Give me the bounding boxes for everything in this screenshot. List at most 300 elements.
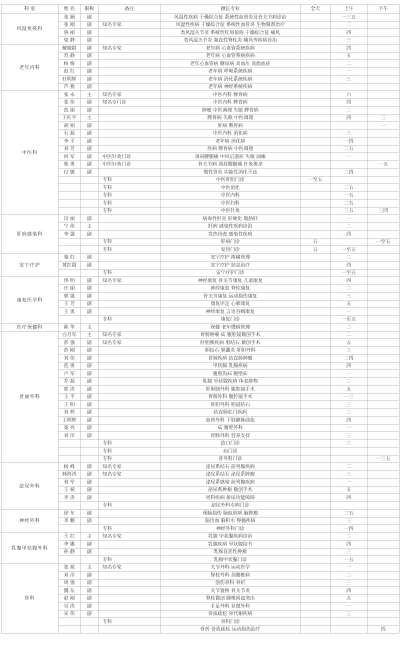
doctor-note [98,416,160,424]
doctor-name [58,269,80,277]
schedule-am: 四 [330,230,367,238]
doctor-specialty: 中医针灸 [160,207,300,215]
schedule-allday [300,455,330,463]
doctor-name: 王 红 [58,533,80,541]
schedule-row [1,316,399,324]
doctor-title: 副 [80,540,98,548]
schedule-row [1,502,399,510]
doctor-name: 郭 涛 [58,385,80,393]
doctor-name: 白月军 [58,331,80,339]
schedule-pm [367,463,399,471]
doctor-name [58,238,80,246]
schedule-row [1,447,399,455]
schedule-allday [300,393,330,401]
schedule-pm [367,548,399,556]
schedule-allday [300,13,330,21]
doctor-title [80,525,98,533]
schedule-am [330,176,367,184]
schedule-allday [300,114,330,122]
schedule-row [1,114,399,122]
doctor-specialty: 保健 老年慢病管理 [160,323,300,331]
doctor-title: 副 [80,261,98,269]
doctor-note [98,83,160,91]
doctor-title: 主 [80,223,98,231]
schedule-pm [367,292,399,300]
schedule-allday [300,440,330,448]
doctor-note [98,602,160,610]
doctor-name: 宋 伟 [58,610,80,618]
doctor-name: 吴 涛 [58,602,80,610]
schedule-row [1,385,399,393]
schedule-allday [300,502,330,510]
schedule-allday [300,347,330,355]
doctor-note: 专科 [98,184,160,192]
schedule-row [1,122,399,130]
schedule-am: 三 [330,432,367,440]
doctor-name: 戴晓群 [58,44,80,52]
doctor-specialty: 安宁疗护 姑息治疗 [160,261,300,269]
schedule-pm [367,618,399,626]
doctor-note: 知名专门诊 [98,99,160,107]
schedule-allday [300,478,330,486]
schedule-table [1,4,400,634]
schedule-pm [367,261,399,269]
schedule-row [1,463,399,471]
schedule-row [1,137,399,145]
schedule-row [1,610,399,618]
doctor-note [98,362,160,370]
doctor-specialty: 风湿性疾病 干燥综合征 系统性血管炎 生物制剂治疗 [160,21,300,29]
schedule-row [1,13,399,21]
doctor-specialty: 男科疾病 排尿功能障碍 [160,494,300,502]
doctor-name [58,525,80,533]
doctor-specialty: 老年心血管病 糖尿病 高血压 高脂血症 [160,60,300,68]
schedule-pm [367,478,399,486]
schedule-row [1,517,399,525]
schedule-pm [367,564,399,572]
doctor-specialty: 骨关节病 颈肩腰腿痛 针灸推拿 [160,161,300,169]
doctor-note [98,579,160,587]
doctor-note [98,60,160,68]
schedule-am: 二四 [330,168,367,176]
doctor-specialty: 结直肠肛门疾病 [160,409,300,417]
schedule-pm [367,533,399,541]
schedule-am: 四 [330,416,367,424]
schedule-row [1,75,399,83]
schedule-allday [300,153,330,161]
doctor-specialty: 肝病 脾胃病 [160,122,300,130]
doctor-name: 付 敏 [58,168,80,176]
doctor-specialty: 腹股沟疝 腹壁疝 [160,370,300,378]
schedule-allday [300,145,330,153]
schedule-am: 二 [330,285,367,293]
doctor-note [98,354,160,362]
schedule-am: 二 [330,463,367,471]
schedule-am: 一至五 [330,246,367,254]
schedule-pm [367,409,399,417]
doctor-title: 副 [80,130,98,138]
doctor-note: 知名专家 [98,91,160,99]
doctor-title: 副 [80,29,98,37]
schedule-allday [300,106,330,114]
doctor-note: 知名专家 [98,463,160,471]
schedule-am [330,238,367,246]
schedule-row [1,91,399,99]
doctor-title: 副 [80,215,98,223]
schedule-pm [367,447,399,455]
schedule-row [1,184,399,192]
schedule-pm: 一三五 [367,455,399,463]
schedule-row [1,509,399,517]
doctor-specialty: 普外科门诊 [160,455,300,463]
schedule-row [1,556,399,564]
schedule-allday [300,416,330,424]
schedule-allday [300,75,330,83]
department-name: 安宁疗护 [1,254,58,277]
schedule-row [1,176,399,184]
schedule-allday [300,517,330,525]
schedule-am: 三 [330,75,367,83]
schedule-row [1,339,399,347]
schedule-pm [367,416,399,424]
table-header [1,4,399,13]
schedule-row [1,29,399,37]
doctor-specialty: 泌尿系感染 前列腺疾病 [160,478,300,486]
doctor-specialty: 安宁疗护门诊 [160,269,300,277]
doctor-note [98,409,160,417]
doctor-specialty: 肝病 感染性疾病诊治 [160,223,300,231]
schedule-am: 二 [330,21,367,29]
schedule-allday [300,223,330,231]
schedule-row [1,223,399,231]
doctor-note: 中医针灸门诊 [98,153,160,161]
schedule-am: 四 [330,362,367,370]
doctor-name: 庄 丽 [58,285,80,293]
schedule-am: 二五 [330,509,367,517]
schedule-am: 一三 [330,393,367,401]
doctor-specialty: 肿瘤 中医调理 失眠 脾胃病 [160,106,300,114]
doctor-specialty: 骨质疏松 骨代谢疾病 [160,610,300,618]
schedule-pm [367,347,399,355]
doctor-specialty: 老年病 消化病 [160,137,300,145]
doctor-title: 副 [80,21,98,29]
schedule-allday [300,595,330,603]
schedule-pm [367,370,399,378]
doctor-title: 副 [80,579,98,587]
doctor-title: 副 [80,385,98,393]
doctor-name: 胡 娟 [58,122,80,130]
doctor-name: 周 强 [58,579,80,587]
header-specialty: 擅长专业 [160,4,300,13]
doctor-name [58,176,80,184]
doctor-title: 副 [80,378,98,386]
schedule-row [1,130,399,138]
schedule-allday [300,533,330,541]
doctor-name: 李 鹏 [58,517,80,525]
doctor-title: 副 [80,517,98,525]
schedule-row [1,486,399,494]
schedule-am: 三 [330,517,367,525]
doctor-note: 专科 [98,440,160,448]
doctor-note [98,347,160,355]
schedule-row [1,277,399,285]
doctor-note: 知名专家 [98,533,160,541]
schedule-allday [300,331,330,339]
schedule-pm [367,354,399,362]
schedule-am: 一 [330,370,367,378]
header-note: 备注 [98,4,160,13]
schedule-row [1,533,399,541]
schedule-pm [367,13,399,21]
doctor-title [80,447,98,455]
schedule-am: 四 [330,277,367,285]
doctor-title: 副 [80,277,98,285]
schedule-allday [300,571,330,579]
doctor-title: 副 [80,292,98,300]
schedule-pm [367,37,399,45]
schedule-allday [300,494,330,502]
schedule-pm [367,137,399,145]
doctor-title: 副 [80,75,98,83]
schedule-pm [367,44,399,52]
schedule-row [1,471,399,479]
doctor-specialty: 泌尿系结石 泌尿系肿瘤 [160,471,300,479]
doctor-name: 李 强 [58,230,80,238]
doctor-note [98,130,160,138]
schedule-allday [300,447,330,455]
doctor-title: 副 [80,153,98,161]
schedule-allday [300,21,330,29]
doctor-title: 主 [80,533,98,541]
doctor-name: 鲁 丽 [58,29,80,37]
doctor-specialty: 泌尿系肿瘤 微创手术 [160,486,300,494]
doctor-title [80,246,98,254]
schedule-allday [300,602,330,610]
doctor-note: 专科 [98,207,160,215]
doctor-specialty: 肝病门诊 [160,238,300,246]
doctor-title: 副 [80,393,98,401]
doctor-title: 副 [80,145,98,153]
doctor-title: 副 [80,137,98,145]
schedule-am: 二 [330,323,367,331]
doctor-note [98,401,160,409]
doctor-title: 副 [80,168,98,176]
schedule-row [1,579,399,587]
schedule-am: 三 [330,347,367,355]
schedule-am: 二 [330,533,367,541]
doctor-note: 专科 [98,246,160,254]
schedule-pm [367,595,399,603]
doctor-title: 副 [80,254,98,262]
doctor-specialty: 慢性胃炎 功能性消化不良 [160,168,300,176]
schedule-pm [367,378,399,386]
schedule-am [330,161,367,169]
doctor-name: 乔 磊 [58,378,80,386]
doctor-specialty: 胃肠外科 营养支持 [160,432,300,440]
schedule-pm [367,277,399,285]
doctor-note [98,68,160,76]
department-name: 老年内科 [1,44,58,91]
doctor-note [98,385,160,393]
schedule-pm [367,602,399,610]
schedule-allday [300,385,330,393]
schedule-allday [300,300,330,308]
schedule-pm [367,385,399,393]
schedule-pm [367,471,399,479]
schedule-pm [367,91,399,99]
schedule-allday [300,626,330,634]
schedule-allday [300,618,330,626]
doctor-note: 专科 [98,502,160,510]
doctor-note [98,29,160,37]
doctor-name: 范 勇 [58,362,80,370]
doctor-name: 杨 梅 [58,60,80,68]
schedule-row [1,261,399,269]
doctor-specialty: 泌尿系结石 前列腺疾病 [160,463,300,471]
doctor-note [98,37,160,45]
doctor-note: 专科 [98,455,160,463]
doctor-title: 副 [80,509,98,517]
schedule-row [1,455,399,463]
schedule-allday [300,548,330,556]
schedule-row [1,494,399,502]
schedule-allday [300,44,330,52]
schedule-allday [300,199,330,207]
schedule-row [1,254,399,262]
doctor-title: 副 [80,595,98,603]
doctor-title: 副 [80,83,98,91]
doctor-specialty: 中医消化 [160,184,300,192]
doctor-name: 秦 亮 [58,424,80,432]
doctor-name: 石 磊 [58,130,80,138]
schedule-allday [300,207,330,215]
doctor-name: 李 平 [58,137,80,145]
department-name: 骨科 [1,564,58,634]
schedule-row [1,571,399,579]
schedule-pm [367,323,399,331]
doctor-specialty: 胃肠外科 腹腔镜手术 [160,393,300,401]
schedule-am: 二五 [330,184,367,192]
schedule-row [1,602,399,610]
doctor-name: 刘 伟 [58,354,80,362]
schedule-allday [300,610,330,618]
doctor-name [58,502,80,510]
doctor-name: 张 伟 [58,99,80,107]
schedule-am: 三 [330,610,367,618]
schedule-pm [367,440,399,448]
schedule-am: 一四 [330,525,367,533]
schedule-pm: 一 [367,122,399,130]
schedule-pm [367,269,399,277]
schedule-row [1,525,399,533]
schedule-am: 二 [330,254,367,262]
doctor-specialty: 老年病 消化系统疾病 [160,75,300,83]
doctor-name [58,556,80,564]
doctor-note [98,509,160,517]
doctor-specialty: 脑出血 脑积水 脊髓疾病 [160,517,300,525]
doctor-specialty: 中医妇科 [160,199,300,207]
doctor-title: 副 [80,300,98,308]
header-pm: 下午 [367,4,399,13]
schedule-am: 一五 [330,556,367,564]
doctor-specialty: 神经康复 言语吞咽康复 [160,308,300,316]
schedule-pm [367,215,399,223]
doctor-note: 知名专家 [98,21,160,29]
doctor-specialty: 康复评定 心肺康复 [160,300,300,308]
schedule-am: 三 [330,130,367,138]
schedule-pm [367,75,399,83]
doctor-title: 副 [80,478,98,486]
schedule-row [1,230,399,238]
doctor-note [98,13,160,21]
schedule-allday [300,432,330,440]
doctor-specialty: 类风湿关节炎 系统性红斑狼疮 干燥综合征 痛风 [160,29,300,37]
schedule-pm [367,393,399,401]
schedule-am: 二 [330,571,367,579]
doctor-note [98,486,160,494]
doctor-specialty: 肝胆外科 胆道结石 [160,401,300,409]
schedule-allday [300,401,330,409]
doctor-title [80,238,98,246]
doctor-specialty: 发热待查 感染性疾病 [160,230,300,238]
doctor-name [58,447,80,455]
schedule-row [1,548,399,556]
doctor-specialty: 胃肠肿瘤 疝 腹腔镜微创手术 [160,331,300,339]
doctor-title: 副 [80,99,98,107]
schedule-allday [300,122,330,130]
schedule-am: 二 [330,223,367,231]
header-title: 职称 [80,4,98,13]
schedule-am: 三 [330,471,367,479]
schedule-am: 一四 [330,137,367,145]
schedule-allday [300,254,330,262]
doctor-note [98,610,160,618]
doctor-name: 林海涛 [58,471,80,479]
doctor-name: 苏 静 [58,52,80,60]
schedule-am [330,502,367,510]
schedule-row [1,246,399,254]
schedule-row [1,207,399,215]
doctor-note [98,494,160,502]
department-name: 神经外科 [1,509,58,532]
schedule-am: 四 [330,540,367,548]
schedule-am: 一 [330,424,367,432]
doctor-title [80,455,98,463]
doctor-title: 副 [80,602,98,610]
doctor-specialty: 发热门诊 [160,246,300,254]
doctor-specialty: 疝 腹壁外科 [160,424,300,432]
schedule-pm [367,331,399,339]
doctor-title: 副 [80,571,98,579]
doctor-note [98,370,160,378]
schedule-am: 三五 [330,207,367,215]
schedule-allday [300,308,330,316]
schedule-pm [367,29,399,37]
schedule-row [1,347,399,355]
department-name: 中医科 [1,91,58,215]
doctor-name: 刘 芳 [58,145,80,153]
schedule-am: 一 [330,215,367,223]
doctor-title: 副 [80,416,98,424]
doctor-name: 闫 丽 [58,215,80,223]
table-body [1,13,399,633]
schedule-row [1,393,399,401]
schedule-am: 一至五 [330,269,367,277]
doctor-specialty: 中医内科 脾胃病 [160,91,300,99]
schedule-row [1,300,399,308]
schedule-am: 二五 [330,145,367,153]
doctor-specialty: 骨折 骨质疏松 运动损伤治疗 [160,626,300,634]
